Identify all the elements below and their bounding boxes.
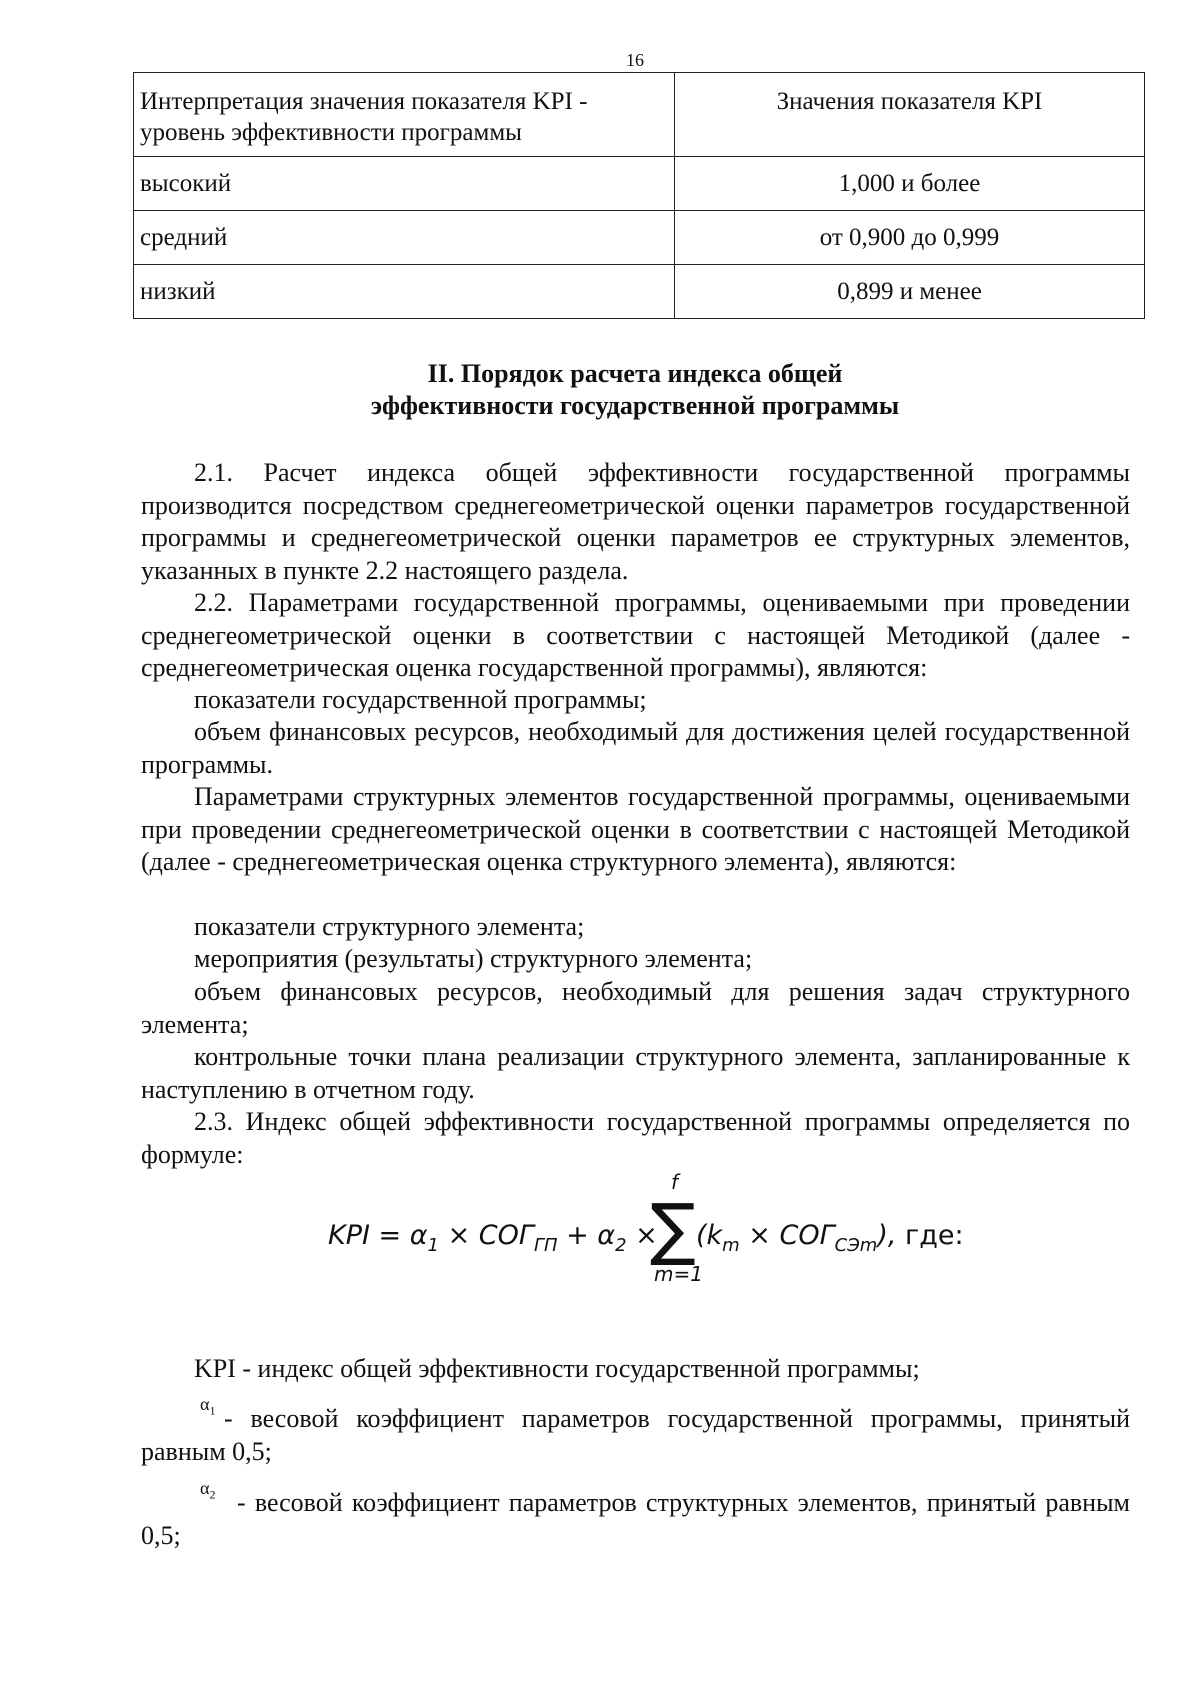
paragraph-list-item: объем финансовых ресурсов, необходимый для достижения целей государственной программы. <box>141 717 1130 779</box>
section-heading-line2: эффективности государственной программы <box>370 391 900 420</box>
paragraph-structural-params: Параметрами структурных элементов государственной программы, оцениваемыми при проведении среднегеометрической оценки в соответствии с настоящей Методикой (далее - среднегеометрическая оценка структурного элемента), являются: <box>141 782 1130 876</box>
sum-lower-limit: m=1 <box>654 1262 703 1286</box>
definition-alpha2: - весовой коэффициент параметров структурных элементов, принятый равным 0,5; <box>141 1488 1130 1550</box>
formula-sum-body: $(k_m \times СОГ_{СЭm})$, где: <box>696 1220 964 1256</box>
section-heading-line1: II. Порядок расчета индекса общей <box>427 359 843 388</box>
table-row <box>134 157 1145 211</box>
table-header-values: Значения показателя KPI <box>675 73 1145 157</box>
table-header-interpretation: Интерпретация значения показателя KPI - уровень эффективности программы <box>134 73 675 157</box>
definition-alpha1: - весовой коэффициент параметров государственной программы, принятый равным 0,5; <box>141 1404 1130 1466</box>
paragraph-list-item: контрольные точки плана реализации структурного элемента, запланированные к наступлению в отчетном году. <box>141 1042 1130 1104</box>
paragraph-2-1: 2.1. Расчет индекса общей эффективности государственной программы производится посредством среднегеометрической оценки параметров государственной программы и среднегеометрической оценки параметров ее структурных элементов, указанных в пункте 2.2 настоящего раздела. <box>141 458 1130 585</box>
paragraph-2-3: 2.3. Индекс общей эффективности государственной программы определяется по формуле: <box>141 1107 1130 1169</box>
table-cell-value: 0,899 и менее <box>675 265 1145 319</box>
alpha1-symbol: $\alpha_1$ <box>200 1394 216 1418</box>
paragraph-list-item: показатели структурного элемента; <box>194 912 585 941</box>
formula-left-part: KPI = $\alpha_1 \times СОГ_{ГП} + \alpha_2$ × <box>328 1220 658 1256</box>
paragraph-list-item: объем финансовых ресурсов, необходимый для решения задач структурного элемента; <box>141 977 1130 1039</box>
table-cell-value: 1,000 и более <box>675 157 1145 211</box>
table-cell-level: высокий <box>134 157 675 211</box>
sum-upper-limit: f <box>671 1170 679 1194</box>
paragraph-list-item: показатели государственной программы; <box>194 685 647 714</box>
page-number: 16 <box>626 50 644 70</box>
kpi-interpretation-table <box>133 72 1145 319</box>
table-header-row <box>134 73 1145 157</box>
table-row <box>134 211 1145 265</box>
table-row <box>134 265 1145 319</box>
table-cell-level: низкий <box>134 265 675 319</box>
table-cell-value: от 0,900 до 0,999 <box>675 211 1145 265</box>
kpi-formula <box>328 1170 968 1310</box>
definition-kpi: KPI - индекс общей эффективности государственной программы; <box>194 1354 920 1383</box>
table-cell-level: средний <box>134 211 675 265</box>
paragraph-list-item: мероприятия (результаты) структурного элемента; <box>194 944 753 973</box>
sum-symbol: ∑ <box>650 1190 696 1269</box>
alpha2-symbol: $\alpha_2$ <box>200 1478 216 1502</box>
paragraph-2-2: 2.2. Параметрами государственной программы, оцениваемыми при проведении среднегеометрической оценки в соответствии с настоящей Методикой (далее - среднегеометрическая оценка государственной программы), являются: <box>141 588 1130 682</box>
